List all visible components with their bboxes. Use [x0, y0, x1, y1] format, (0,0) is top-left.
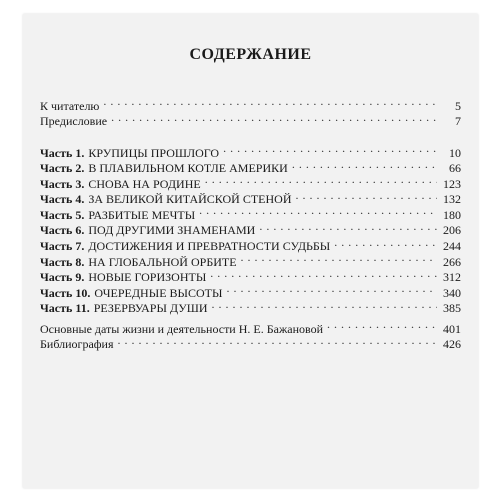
toc-entry-page: 244: [443, 239, 461, 254]
toc-part-entry: [40, 141, 461, 160]
dot-leader: [103, 94, 437, 110]
toc-entry-page: 7: [455, 114, 461, 128]
part-label: Часть 8.: [40, 254, 85, 269]
part-title: ЗА ВЕЛИКОЙ КИТАЙСКОЙ СТЕНОЙ: [88, 192, 292, 207]
dot-leader: [118, 333, 438, 349]
dot-leader: [223, 141, 437, 157]
part-label: Часть 10.: [40, 285, 91, 300]
dot-leader: [327, 317, 437, 333]
part-title: СНОВА НА РОДИНЕ: [88, 176, 201, 191]
page-title: СОДЕРЖАНИЕ: [189, 46, 312, 63]
toc-outro-list: [40, 317, 461, 351]
toc-entry-page: 312: [443, 270, 461, 285]
part-title: НОВЫЕ ГОРИЗОНТЫ: [88, 270, 207, 285]
part-label: Часть 1.: [40, 145, 85, 160]
toc-entry-page: 426: [443, 337, 461, 351]
toc-entry-page: 180: [443, 207, 461, 222]
toc-entry-title: Предисловие: [40, 114, 108, 128]
dot-leader: [212, 297, 437, 313]
part-label: Часть 2.: [40, 161, 85, 176]
part-label: Часть 5.: [40, 207, 85, 222]
dot-leader: [292, 157, 437, 173]
toc-entry: [40, 317, 461, 336]
part-label: Часть 11.: [40, 301, 90, 316]
dot-leader: [111, 110, 437, 126]
part-title: РЕЗЕРВУАРЫ ДУШИ: [93, 301, 208, 316]
part-label: Часть 4.: [40, 192, 85, 207]
toc-entry-title: Библиография: [40, 337, 114, 351]
toc-parts-list: [40, 141, 461, 316]
toc-entry-page: 206: [443, 223, 461, 238]
toc-entry: [40, 94, 461, 113]
dot-leader: [199, 203, 437, 219]
toc-entry-page: 123: [443, 176, 461, 191]
part-label: Часть 6.: [40, 223, 85, 238]
toc-entry-page: 340: [443, 285, 461, 300]
dot-leader: [241, 250, 437, 266]
dot-leader: [210, 266, 437, 282]
dot-leader: [205, 172, 437, 188]
dot-leader: [334, 235, 437, 251]
toc-intro-list: [40, 94, 461, 128]
dot-leader: [259, 219, 437, 235]
part-title: В ПЛАВИЛЬНОМ КОТЛЕ АМЕРИКИ: [88, 161, 288, 176]
toc-entry-page: 66: [449, 161, 461, 176]
part-title: ДОСТИЖЕНИЯ И ПРЕВРАТНОСТИ СУДЬБЫ: [88, 239, 331, 254]
part-title: НА ГЛОБАЛЬНОЙ ОРБИТЕ: [88, 254, 237, 269]
toc-entry: [40, 110, 461, 126]
dot-leader: [296, 188, 437, 204]
part-label: Часть 9.: [40, 270, 85, 285]
toc-entry-title: Основные даты жизни и деятельности Н. Е. Бажановой: [40, 321, 323, 336]
part-label: Часть 7.: [40, 239, 85, 254]
part-label: Часть 3.: [40, 176, 85, 191]
toc-entry-page: 10: [449, 145, 461, 160]
toc-entry-page: 132: [443, 192, 461, 207]
toc-entry-page: 385: [443, 301, 461, 316]
part-title: ПОД ДРУГИМИ ЗНАМЕНАМИ: [88, 223, 256, 238]
toc-entry-title: К читателю: [40, 98, 100, 113]
toc-entry-page: 5: [455, 98, 461, 113]
part-title: КРУПИЦЫ ПРОШЛОГО: [88, 145, 220, 160]
part-title: ОЧЕРЕДНЫЕ ВЫСОТЫ: [94, 285, 223, 300]
toc-entry-page: 401: [443, 321, 461, 336]
part-title: РАЗБИТЫЕ МЕЧТЫ: [88, 207, 196, 222]
toc-entry-page: 266: [443, 254, 461, 269]
book-page: [23, 14, 478, 488]
dot-leader: [226, 281, 437, 297]
